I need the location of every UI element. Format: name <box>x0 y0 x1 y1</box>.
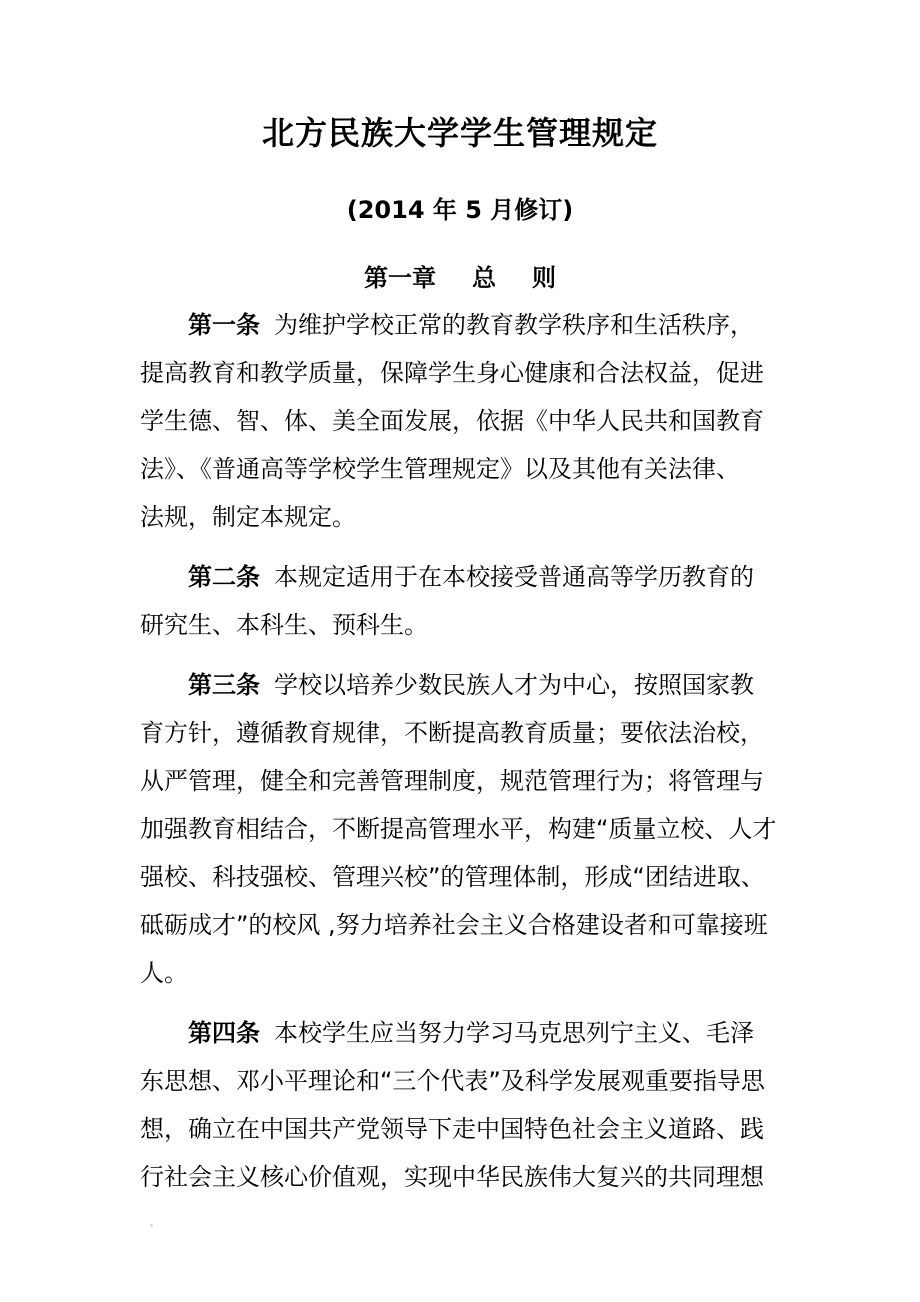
article-line: 加强教育相结合，不断提高管理水平，构建“质量立校、人才 <box>140 815 777 843</box>
article-line: 提高教育和教学质量，保障学生身心健康和合法权益，促进 <box>140 359 764 387</box>
article-line: 强校、科技强校、管理兴校”的管理体制，形成“团结进取、 <box>140 863 765 891</box>
article-first-line <box>140 301 782 349</box>
article-line: 砥砺成才”的校风 ,努力培养社会主义合格建设者和可靠接班 <box>140 911 768 939</box>
article-text: 为维护学校正常的教育教学秩序和生活秩序， <box>274 311 754 339</box>
article-label: 第三条 <box>188 671 260 699</box>
chapter-heading <box>0 258 920 293</box>
document-body <box>140 301 782 1201</box>
article-line: 从严管理，健全和完善管理制度，规范管理行为；将管理与 <box>140 767 764 795</box>
document-title: 北方民族大学学生管理规定 <box>261 114 658 152</box>
chapter-label: 第一章 <box>364 264 436 292</box>
article-line: 学生德、智、体、美全面发展，依据《中华人民共和国教育 <box>140 407 764 435</box>
article-text: 学校以培养少数民族人才为中心，按照国家教 <box>274 671 754 699</box>
article-line: 研究生、本科生、预科生。 <box>140 611 428 639</box>
article-line: 行社会主义核心价值观，实现中华民族伟大复兴的共同理想 <box>140 1163 764 1191</box>
article-label: 第二条 <box>188 563 260 591</box>
article-text: 本校学生应当努力学习马克思列宁主义、毛泽 <box>274 1019 754 1047</box>
article-line: 人。 <box>140 959 188 987</box>
article-label: 第四条 <box>188 1019 260 1047</box>
article-line: 法规，制定本规定。 <box>140 503 356 531</box>
article-label: 第一条 <box>188 311 260 339</box>
article-1 <box>140 301 782 541</box>
article-3 <box>140 661 782 997</box>
article-line: 法》、《普通高等学校学生管理规定》以及其他有关法律、 <box>140 455 740 483</box>
article-first-line <box>140 1009 782 1057</box>
article-2 <box>140 553 782 649</box>
article-line: 东思想、邓小平理论和“三个代表”及科学发展观重要指导思 <box>140 1067 765 1095</box>
article-line: 想，确立在中国共产党领导下走中国特色社会主义道路、践 <box>140 1115 764 1143</box>
scan-artifact-dot <box>150 1224 153 1227</box>
article-first-line <box>140 553 782 601</box>
article-4 <box>140 1009 782 1201</box>
article-text: 本规定适用于在本校接受普通高等学历教育的 <box>274 563 754 591</box>
chapter-name-part-1: 总 <box>472 264 496 292</box>
article-line: 育方针，遵循教育规律，不断提高教育质量；要依法治校， <box>140 719 764 747</box>
chapter-name-part-2: 则 <box>532 264 556 292</box>
article-first-line <box>140 661 782 709</box>
revision-note: (2014 年 5 月修订) <box>346 196 574 224</box>
